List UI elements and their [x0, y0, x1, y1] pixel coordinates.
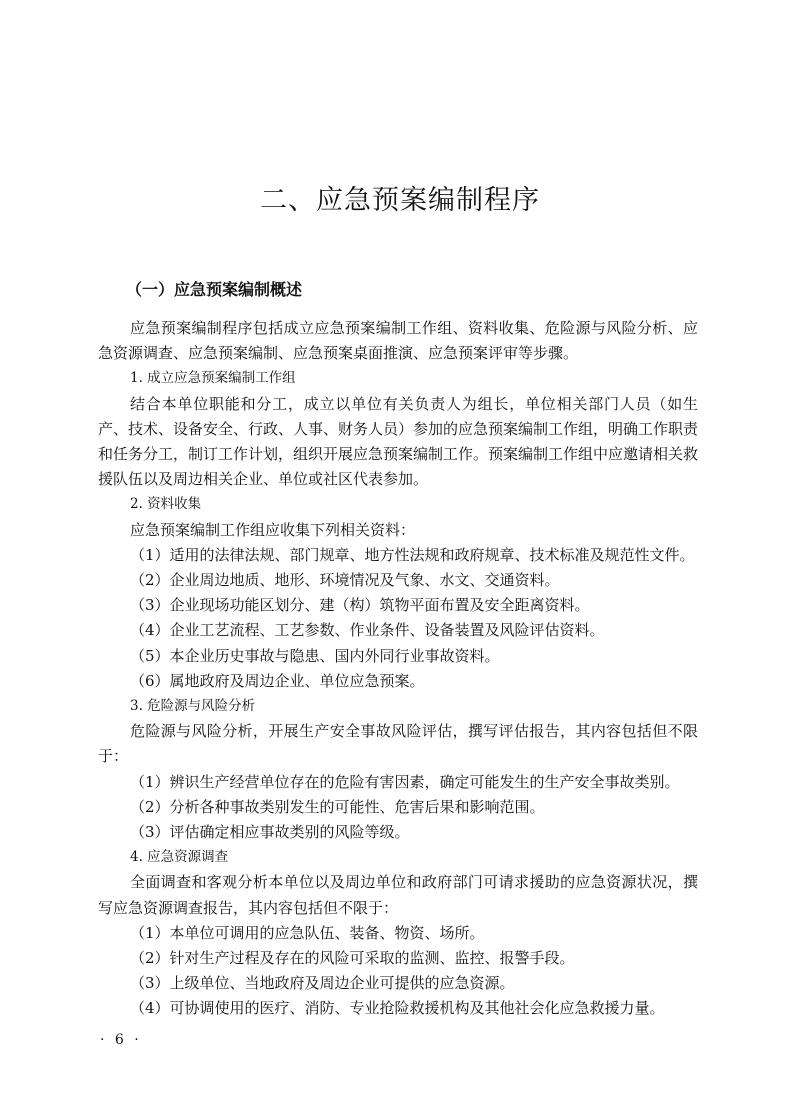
subsection-text-1: 结合本单位职能和分工，成立以单位有关负责人为组长，单位相关部门人员（如生产、技术、设备安全、行政、人事、财务人员）参加的应急预案编制工作组，明确工作职责和任务分工，制订工作计划，组织开展应急预案编制工作。预案编制工作组中应邀请相关救援队伍以及周边相关企业、单位或社区代表参加。 — [98, 394, 699, 489]
list-item: （4）企业工艺流程、工艺参数、作业条件、设备装置及风险评估资料。 — [130, 621, 605, 640]
chapter-title: 二、应急预案编制程序 — [260, 185, 540, 216]
subsection-title-4: 4. 应急资源调查 — [130, 849, 229, 866]
list-item: （3）评估确定相应事故类别的风险等级。 — [130, 823, 410, 842]
section-heading: （一）应急预案编制概述 — [126, 280, 303, 299]
subsection-title-1: 1. 成立应急预案编制工作组 — [130, 370, 296, 387]
subsection-text-3: 危险源与风险分析，开展生产安全事故风险评估，撰写评估报告，其内容包括但不限于： — [98, 722, 698, 766]
subsection-text-2: 应急预案编制工作组应收集下列相关资料： — [130, 520, 416, 539]
list-item: （3）上级单位、当地政府及周边企业可提供的应急资源。 — [130, 974, 515, 993]
list-item: （3）企业现场功能区划分、建（构）筑物平面布置及安全距离资料。 — [130, 596, 590, 615]
list-item: （2）分析各种事故类别发生的可能性、危害后果和影响范围。 — [130, 797, 545, 816]
list-item: （5）本企业历史事故与隐患、国内外同行业事故资料。 — [130, 646, 500, 665]
list-item: （6）属地政府及周边企业、单位应急预案。 — [130, 671, 425, 690]
body-text — [98, 278, 698, 1022]
list-item: （1）辨识生产经营单位存在的危险有害因素，确定可能发生的生产安全事故类别。 — [130, 772, 680, 791]
list-item: （1）适用的法律法规、部门规章、地方性法规和政府规章、技术标准及规范性文件。 — [130, 545, 695, 564]
subsection-title-2: 2. 资料收集 — [130, 496, 202, 513]
intro-paragraph: 应急预案编制程序包括成立应急预案编制工作组、资料收集、危险源与风险分析、应急资源调查、应急预案编制、应急预案桌面推演、应急预案评审等步骤。 — [98, 319, 698, 363]
list-item: （2）针对生产过程及存在的风险可采取的监测、监控、报警手段。 — [130, 949, 575, 968]
subsection-text-4: 全面调查和客观分析本单位以及周边单位和政府部门可请求援助的应急资源状况，撰写应急资源调查报告，其内容包括但不限于： — [98, 873, 698, 917]
list-item: （1）本单位可调用的应急队伍、装备、物资、场所。 — [130, 923, 485, 942]
page-number: · 6 · — [100, 1032, 142, 1048]
list-item: （4）可协调使用的医疗、消防、专业抢险救援机构及其他社会化应急救援力量。 — [130, 999, 665, 1018]
list-item: （2）企业周边地质、地形、环境情况及气象、水文、交通资料。 — [130, 571, 560, 590]
subsection-title-3: 3. 危险源与风险分析 — [130, 698, 256, 715]
